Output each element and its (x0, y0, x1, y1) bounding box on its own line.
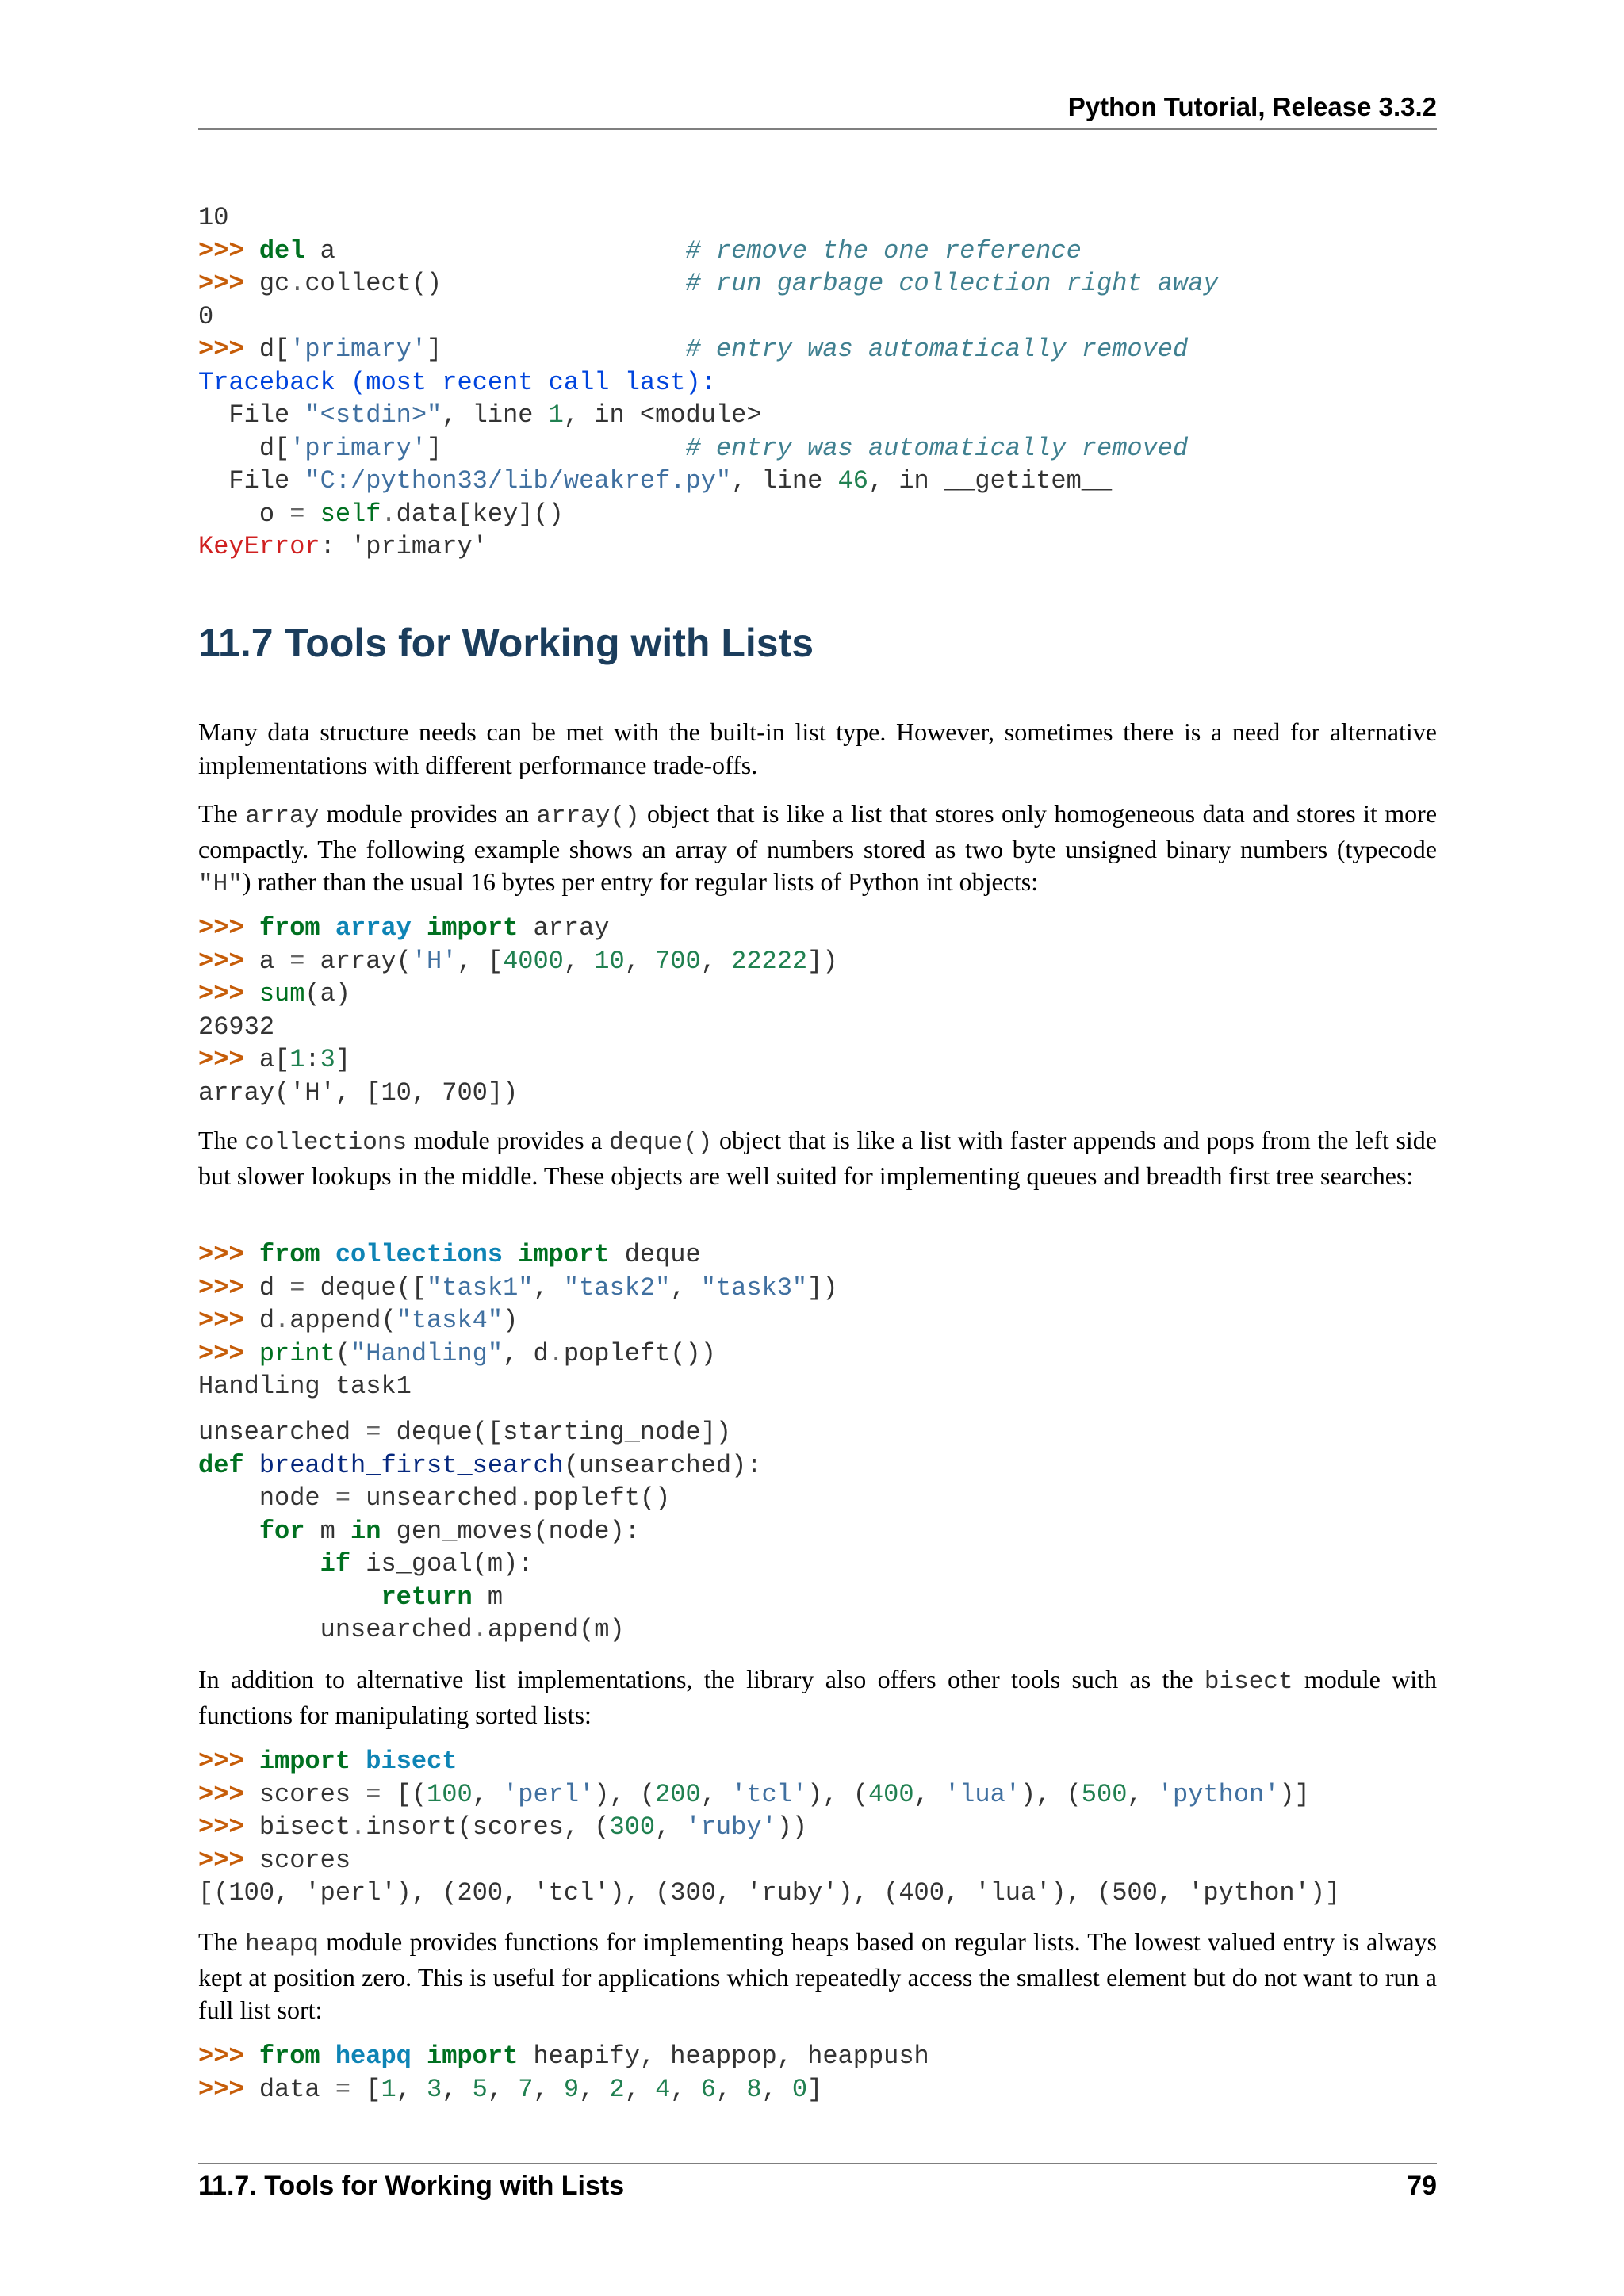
code-block-heapq (198, 2040, 929, 2106)
code-line: d['primary'] # entry was automatically removed (198, 433, 1189, 463)
code-line: >>> sum(a) (198, 979, 351, 1008)
code-line: 26932 (198, 1012, 275, 1042)
code-line: def breadth_first_search(unsearched): (198, 1450, 762, 1480)
code-line: unsearched = deque([starting_node]) (198, 1418, 732, 1447)
code-line: Handling task1 (198, 1372, 412, 1401)
code-line: 10 (198, 203, 229, 232)
code-line: >>> bisect.insort(scores, (300, 'ruby')) (198, 1812, 808, 1842)
running-header-title: Python Tutorial, Release 3.3.2 (1067, 92, 1437, 121)
code-line: 0 (198, 301, 214, 331)
code-line: >>> d['primary'] # entry was automatically removed (198, 335, 1189, 364)
code-line: [(100, 'perl'), (200, 'tcl'), (300, 'ruby'), (400, 'lua'), (500, 'python')] (198, 1878, 1341, 1908)
code-line: unsearched.append(m) (198, 1615, 625, 1644)
code-line: >>> a[1:3] (198, 1045, 351, 1074)
code-line: >>> from collections import deque (198, 1240, 701, 1269)
code-line: array('H', [10, 700]) (198, 1077, 519, 1108)
header-rule (198, 128, 1437, 130)
code-line: >>> del a # remove the one reference (198, 235, 1082, 266)
footer-rule (198, 2163, 1437, 2164)
paragraph-collections: The collections module provides a deque() object that is like a list with faster appends and pops from the left side but slower lookups in the middle. These objects are well suited for implementing queues and breadth first tree searches: (198, 1126, 1438, 1190)
code-line: node = unsearched.popleft() (198, 1483, 671, 1513)
code-block-deque (198, 1238, 838, 1403)
code-line: >>> scores = [(100, 'perl'), (200, 'tcl'), (400, 'lua'), (500, 'python')] (198, 1779, 1310, 1809)
code-line: >>> d = deque(["task1", "task2", "task3"]) (198, 1272, 838, 1303)
code-line: >>> import bisect (198, 1747, 458, 1776)
paragraph-intro: Many data structure needs can be met with the built-in list type. However, sometimes there is a need for alternative implementations with different performance trade-offs. (198, 718, 1437, 779)
code-line: >>> data = [1, 3, 5, 7, 9, 2, 4, 6, 8, 0] (198, 2074, 823, 2104)
code-line: >>> scores (198, 1845, 351, 1875)
code-line: File "C:/python33/lib/weakref.py", line 46, in __getitem__ (198, 466, 1113, 496)
code-block-weakref (198, 201, 1219, 564)
code-line: o = self.data[key]() (198, 499, 564, 529)
code-line: return m (381, 1582, 504, 1612)
code-block-bisect (198, 1745, 1340, 1910)
code-block-bfs (198, 1416, 762, 1647)
code-line: File "<stdin>", line 1, in <module> (198, 400, 762, 430)
code-line: >>> from heapq import heapify, heappop, heappush (198, 2042, 929, 2071)
code-line: for m in gen_moves(node): (259, 1516, 640, 1546)
code-line: Traceback (most recent call last): (198, 367, 716, 397)
code-line: >>> print("Handling", d.popleft()) (198, 1338, 716, 1368)
section-heading: 11.7 Tools for Working with Lists (198, 621, 814, 665)
code-line: >>> d.append("task4") (198, 1306, 519, 1335)
code-line: if is_goal(m): (320, 1549, 534, 1578)
code-line: >>> from array import array (198, 913, 610, 943)
paragraph-heapq: The heapq module provides functions for implementing heaps based on regular lists. The lowest valued entry is always kept at position zero. This is useful for applications which repeatedly access the smallest element but do not want to run a full list sort: (198, 1927, 1438, 2024)
page-number: 79 (1407, 2171, 1437, 2201)
code-line: KeyError: 'primary' (198, 532, 488, 561)
paragraph-array: The array module provides an array() object that is like a list that stores only homogeneous data and stores it more compactly. The following example shows an array of numbers stored as two byte unsigned binary numbers (typecode "H") rather than the usual 16 bytes per entry for regular lists of Python int objects: (198, 799, 1438, 898)
paragraph-bisect: In addition to alternative list implementations, the library also offers other tools such as the bisect module with functions for manipulating sorted lists: (198, 1665, 1438, 1729)
code-line: >>> gc.collect() # run garbage collection right away (198, 269, 1219, 298)
code-line: >>> a = array('H', [4000, 10, 700, 22222]) (198, 946, 838, 976)
code-block-array (198, 912, 838, 1109)
footer-section-title: 11.7. Tools for Working with Lists (198, 2171, 625, 2201)
